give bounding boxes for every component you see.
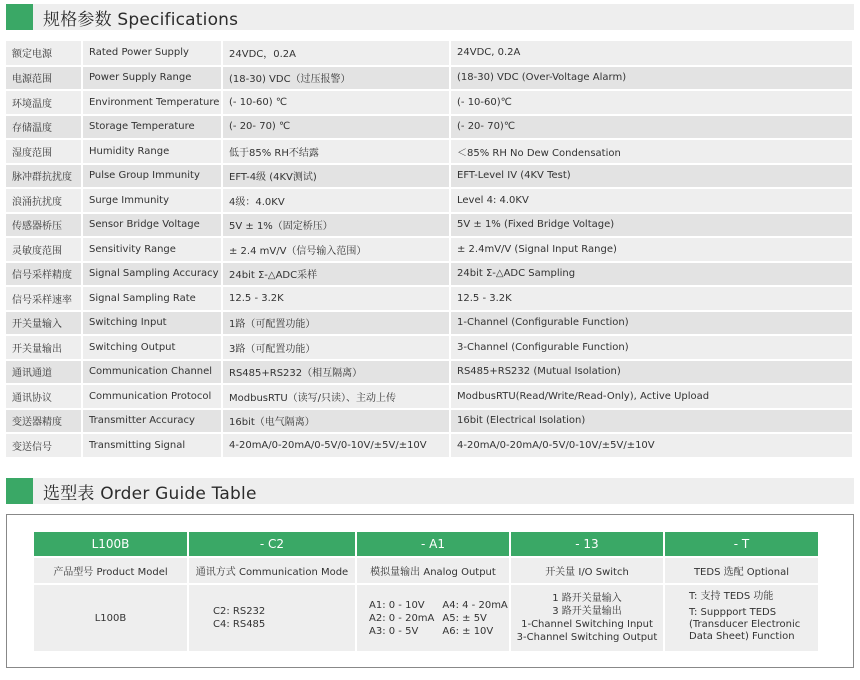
table-row: [6, 286, 853, 311]
spec-value-cn: RS485+RS232（相互隔离）: [222, 360, 450, 385]
table-row: [6, 66, 853, 91]
spec-name-en: Rated Power Supply: [82, 41, 222, 66]
table-row: [6, 188, 853, 213]
spec-value-en: 24VDC, 0.2A: [450, 41, 853, 66]
spec-value-en: 1-Channel (Configurable Function): [450, 311, 853, 336]
order-guide-table: [6, 514, 854, 668]
spec-value-cn: 低于85% RH不结露: [222, 139, 450, 164]
spec-name-en: Switching Input: [82, 311, 222, 336]
teds-code: - T: [665, 532, 818, 556]
table-row: [6, 115, 853, 140]
spec-name-en: Signal Sampling Rate: [82, 286, 222, 311]
analog-option: A4: 4 - 20mA: [442, 599, 508, 611]
spec-name-en: Power Supply Range: [82, 66, 222, 91]
table-row: [6, 384, 853, 409]
table-row: [6, 433, 853, 458]
spec-value-cn: 24bit Σ-△ADC采样: [222, 262, 450, 287]
order-column-teds: [665, 532, 818, 651]
analog-output-label: 模拟量输出 Analog Output: [357, 558, 509, 583]
specifications-table: [6, 41, 854, 459]
spec-name-en: Sensor Bridge Voltage: [82, 213, 222, 238]
analog-option: A3: 0 - 5V: [369, 625, 419, 637]
spec-name-cn: 传感器桥压: [6, 213, 82, 238]
spec-name-cn: 信号采样速率: [6, 286, 82, 311]
communication-options: [189, 585, 355, 651]
io-switch-code: - 13: [511, 532, 663, 556]
table-row: [6, 262, 853, 287]
spec-name-en: Environment Temperature: [82, 90, 222, 115]
section-accent-block: [6, 478, 33, 504]
spec-name-cn: 变送器精度: [6, 409, 82, 434]
specifications-header: [6, 4, 854, 30]
analog-output-options: [357, 585, 509, 651]
spec-name-cn: 环境温度: [6, 90, 82, 115]
communication-label: 通讯方式 Communication Mode: [189, 558, 355, 583]
spec-name-en: Signal Sampling Accuracy: [82, 262, 222, 287]
specifications-title: 规格参数 Specifications: [43, 9, 239, 30]
table-row: [6, 213, 853, 238]
spec-name-en: Humidity Range: [82, 139, 222, 164]
spec-value-cn: (- 10-60) ℃: [222, 90, 450, 115]
spec-value-cn: (18-30) VDC（过压报警）: [222, 66, 450, 91]
spec-value-cn: 4-20mA/0-20mA/0-5V/0-10V/±5V/±10V: [222, 433, 450, 458]
spec-value-cn: ModbusRTU（读写/只读）、主动上传: [222, 384, 450, 409]
spec-value-en: 5V ± 1% (Fixed Bridge Voltage): [450, 213, 853, 238]
teds-label: TEDS 选配 Optional: [665, 558, 818, 583]
teds-options: [665, 585, 818, 651]
spec-value-cn: EFT-4级 (4KV测试): [222, 164, 450, 189]
spec-name-en: Storage Temperature: [82, 115, 222, 140]
communication-code: - C2: [189, 532, 355, 556]
spec-name-cn: 额定电源: [6, 41, 82, 66]
spec-name-cn: 开关量输入: [6, 311, 82, 336]
table-row: [6, 164, 853, 189]
analog-option: A1: 0 - 10V: [369, 599, 425, 611]
spec-name-cn: 信号采样精度: [6, 262, 82, 287]
teds-option: T: 支持 TEDS 功能: [689, 591, 774, 602]
table-row: [6, 237, 853, 262]
spec-name-cn: 湿度范围: [6, 139, 82, 164]
model-value: L100B: [34, 585, 187, 651]
io-switch-option: 3 路开关量输出: [552, 606, 622, 617]
spec-value-cn: 4级：4.0KV: [222, 188, 450, 213]
spec-value-cn: ± 2.4 mV/V（信号输入范围）: [222, 237, 450, 262]
order-column-io-switch: [511, 532, 663, 651]
communication-option: C4: RS485: [213, 619, 266, 630]
analog-option: A5: ± 5V: [442, 612, 487, 624]
spec-value-cn: 24VDC，0.2A: [222, 41, 450, 66]
spec-value-cn: 5V ± 1%（固定桥压）: [222, 213, 450, 238]
spec-value-en: ＜85% RH No Dew Condensation: [450, 139, 853, 164]
spec-value-en: 4-20mA/0-20mA/0-5V/0-10V/±5V/±10V: [450, 433, 853, 458]
table-row: [6, 41, 853, 66]
io-switch-label: 开关量 I/O Switch: [511, 558, 663, 583]
spec-value-cn: (- 20- 70) ℃: [222, 115, 450, 140]
analog-option: A2: 0 - 20mA: [369, 612, 435, 624]
spec-name-cn: 电源范围: [6, 66, 82, 91]
spec-value-en: 16bit (Electrical Isolation): [450, 409, 853, 434]
spec-value-en: EFT-Level IV (4KV Test): [450, 164, 853, 189]
spec-value-cn: 1路（可配置功能）: [222, 311, 450, 336]
spec-name-en: Sensitivity Range: [82, 237, 222, 262]
spec-value-en: 24bit Σ-△ADC Sampling: [450, 262, 853, 287]
spec-value-en: 3-Channel (Configurable Function): [450, 335, 853, 360]
spec-name-en: Communication Protocol: [82, 384, 222, 409]
spec-name-cn: 通讯协议: [6, 384, 82, 409]
spec-name-en: Communication Channel: [82, 360, 222, 385]
order-guide-title: 选型表 Order Guide Table: [43, 483, 257, 504]
spec-value-en: 12.5 - 3.2K: [450, 286, 853, 311]
spec-name-cn: 存储温度: [6, 115, 82, 140]
spec-name-en: Surge Immunity: [82, 188, 222, 213]
io-switch-option: 1-Channel Switching Input: [521, 619, 653, 630]
spec-name-cn: 变送信号: [6, 433, 82, 458]
analog-output-code: - A1: [357, 532, 509, 556]
spec-value-en: ± 2.4mV/V (Signal Input Range): [450, 237, 853, 262]
table-row: [6, 360, 853, 385]
spec-name-en: Pulse Group Immunity: [82, 164, 222, 189]
spec-value-en: RS485+RS232 (Mutual Isolation): [450, 360, 853, 385]
io-switch-option: 1 路开关量输入: [552, 593, 622, 604]
spec-value-cn: 3路（可配置功能）: [222, 335, 450, 360]
spec-name-cn: 灵敏度范围: [6, 237, 82, 262]
spec-value-cn: 16bit（电气隔离）: [222, 409, 450, 434]
spec-name-cn: 开关量输出: [6, 335, 82, 360]
table-row: [6, 90, 853, 115]
model-label: 产品型号 Product Model: [34, 558, 187, 583]
model-code: L100B: [34, 532, 187, 556]
spec-value-en: (- 20- 70)℃: [450, 115, 853, 140]
table-row: [6, 335, 853, 360]
order-column-analog-output: [357, 532, 509, 651]
order-guide-header: [6, 478, 854, 504]
io-switch-options: [511, 585, 663, 651]
spec-value-en: (- 10-60)℃: [450, 90, 853, 115]
table-row: [6, 311, 853, 336]
io-switch-option: 3-Channel Switching Output: [516, 632, 658, 643]
table-row: [6, 409, 853, 434]
section-accent-block: [6, 4, 33, 30]
spec-name-en: Transmitting Signal: [82, 433, 222, 458]
teds-option: T: Suppport TEDS (Transducer Electronic Data Sheet) Function: [689, 607, 801, 642]
spec-value-en: (18-30) VDC (Over-Voltage Alarm): [450, 66, 853, 91]
table-row: [6, 139, 853, 164]
spec-name-cn: 脉冲群抗扰度: [6, 164, 82, 189]
communication-option: C2: RS232: [213, 606, 266, 617]
spec-value-cn: 12.5 - 3.2K: [222, 286, 450, 311]
spec-name-cn: 通讯通道: [6, 360, 82, 385]
spec-value-en: ModbusRTU(Read/Write/Read-Only), Active Upload: [450, 384, 853, 409]
spec-name-cn: 浪涌抗扰度: [6, 188, 82, 213]
order-column-communication: [189, 532, 355, 651]
order-column-model: [34, 532, 187, 651]
spec-name-en: Transmitter Accuracy: [82, 409, 222, 434]
spec-name-en: Switching Output: [82, 335, 222, 360]
spec-value-en: Level 4: 4.0KV: [450, 188, 853, 213]
analog-option: A6: ± 10V: [442, 625, 494, 637]
